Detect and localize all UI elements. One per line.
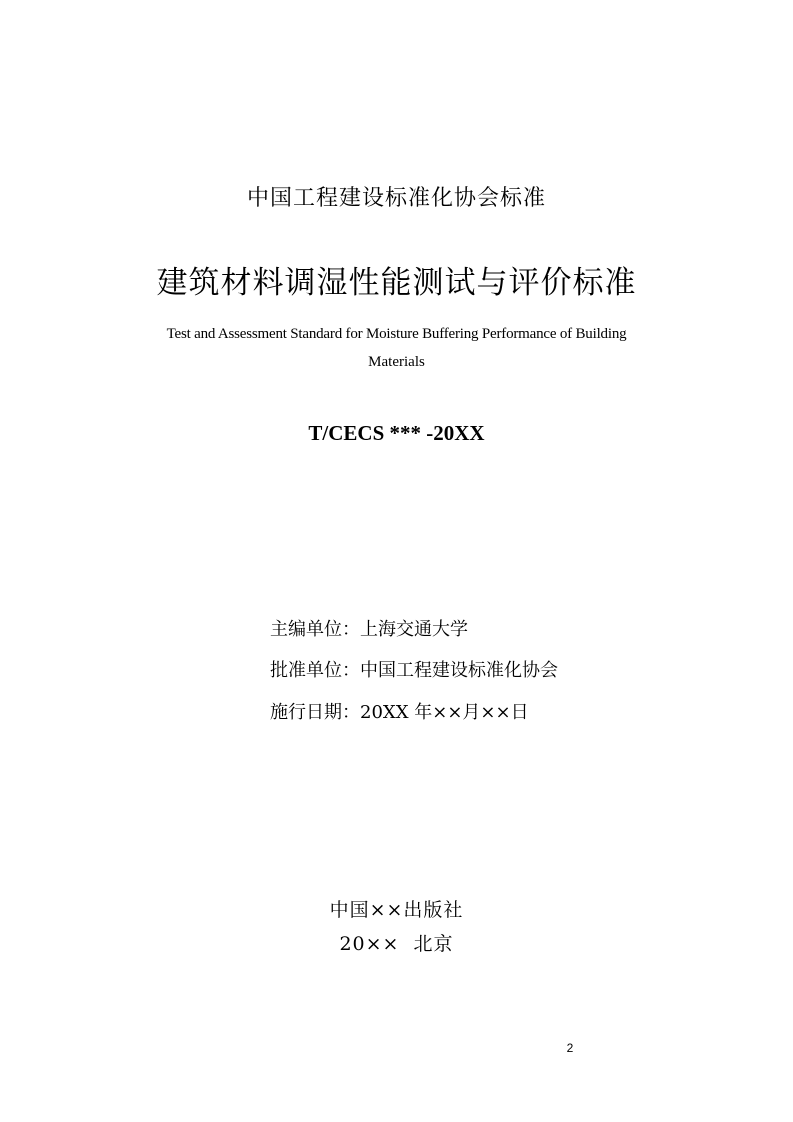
chief-editor-label: 主编单位： bbox=[270, 619, 360, 640]
publish-place: 20×× 北京 bbox=[339, 933, 454, 955]
effective-date-label: 施行日期： bbox=[270, 702, 360, 723]
publisher-name: 中国××出版社 bbox=[329, 899, 464, 921]
effective-date-row bbox=[270, 701, 529, 725]
approval-label: 批准单位： bbox=[270, 660, 360, 681]
standard-title-english-line2: Materials bbox=[368, 354, 425, 370]
chief-editor-row bbox=[270, 618, 468, 642]
standard-title-english-line1: Test and Assessment Standard for Moisture Buffering Performance of Building bbox=[166, 326, 627, 342]
chief-editor-value: 上海交通大学 bbox=[360, 619, 468, 640]
approval-value: 中国工程建设标准化协会 bbox=[360, 660, 558, 681]
standard-code: T/CECS *** -20XX bbox=[308, 421, 485, 445]
effective-date-value: 20XX 年××月××日 bbox=[360, 702, 529, 723]
standard-title-chinese: 建筑材料调湿性能测试与评价标准 bbox=[156, 265, 637, 301]
page-number: 2 bbox=[566, 1041, 574, 1055]
approval-row bbox=[270, 659, 558, 683]
association-heading: 中国工程建设标准化协会标准 bbox=[246, 186, 546, 211]
